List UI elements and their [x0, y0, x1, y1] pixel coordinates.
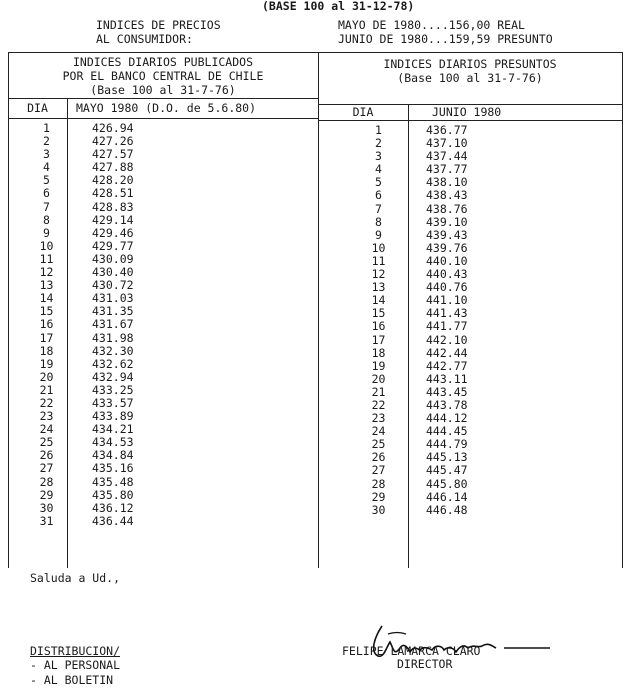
table-cell-value: 436.44	[92, 513, 134, 528]
table-cell-day: 13	[371, 280, 386, 295]
greeting: Saluda a Ud.,	[30, 571, 121, 585]
table-cell-day: 28	[39, 474, 54, 489]
table-cell-value: 431.67	[92, 317, 134, 332]
table-cell-day: 26	[371, 450, 386, 465]
right-col-value-header: JUNIO 1980	[432, 105, 502, 119]
table-cell-day: 17	[371, 332, 386, 347]
table-cell-day: 5	[375, 175, 382, 190]
table-cell-value: 426.94	[92, 121, 134, 135]
table-cell-day: 2	[43, 134, 50, 149]
distribution-item-personal: - AL PERSONAL	[30, 658, 121, 672]
table-cell-value: 428.83	[92, 199, 134, 214]
table-cell-day: 23	[39, 409, 54, 424]
table-cell-value: 445.47	[426, 463, 468, 478]
distribution-heading: DISTRIBUCION/	[30, 644, 121, 658]
table-cell-value: 429.77	[92, 238, 134, 253]
table-cell-value: 428.51	[92, 186, 134, 201]
table-cell-day: 25	[371, 437, 386, 452]
table-cell-value: 438.43	[426, 188, 468, 203]
right-table-title-1: INDICES DIARIOS PRESUNTOS	[383, 57, 557, 71]
left-col-day-header: DIA	[27, 101, 48, 115]
table-cell-day: 27	[371, 463, 386, 478]
table-cell-value: 429.14	[92, 212, 134, 227]
right-day-column	[345, 124, 412, 517]
table-cell-value: 433.89	[92, 409, 134, 424]
table-cell-day: 21	[371, 384, 386, 399]
table-cell-value: 443.11	[426, 371, 468, 386]
table-cell-value: 427.26	[92, 134, 134, 149]
table-cell-day: 13	[39, 278, 54, 293]
table-cell-day: 6	[43, 186, 50, 201]
left-title-line-2: AL CONSUMIDOR:	[96, 32, 193, 46]
table-cell-value: 443.78	[426, 397, 468, 412]
left-table-title-3: (Base 100 al 31-7-76)	[90, 83, 236, 97]
table-cell-value: 428.20	[92, 173, 134, 188]
table-cell-value: 438.10	[426, 175, 468, 190]
table-cell-day: 23	[371, 411, 386, 426]
table-cell-day: 31	[39, 513, 54, 528]
table-cell-day: 24	[39, 422, 54, 437]
signer-title: DIRECTOR	[397, 657, 453, 671]
left-title-line-1: INDICES DE PRECIOS	[96, 18, 221, 32]
table-cell-value: 441.77	[426, 319, 468, 334]
table-cell-value: 446.48	[426, 502, 468, 517]
table-cell-value: 435.48	[92, 474, 134, 489]
signature	[364, 592, 564, 679]
table-cell-value: 444.45	[426, 424, 468, 439]
table-cell-day: 26	[39, 448, 54, 463]
table-cell-value: 444.79	[426, 437, 468, 452]
left-day-column	[8, 122, 85, 528]
left-header-divider	[8, 98, 318, 99]
table-cell-value: 436.12	[92, 500, 134, 515]
left-value-column	[92, 122, 134, 528]
table-cell-day: 7	[43, 199, 50, 214]
table-cell-day: 9	[43, 225, 50, 240]
table-cell-day: 9	[375, 227, 382, 242]
left-table-title-1: INDICES DIARIOS PUBLICADOS	[72, 55, 253, 69]
table-cell-day: 4	[375, 162, 382, 177]
table-cell-day: 19	[39, 356, 54, 371]
table-cell-day: 3	[375, 149, 382, 164]
table-cell-day: 14	[371, 293, 386, 308]
table-cell-value: 440.76	[426, 280, 468, 295]
presumed-index-line: JUNIO DE 1980...159,59 PRESUNTO	[338, 32, 553, 46]
table-cell-value: 435.80	[92, 487, 134, 502]
table-cell-day: 1	[43, 121, 50, 135]
table-cell-day: 30	[39, 500, 54, 515]
table-cell-value: 438.76	[426, 201, 468, 216]
table-cell-day: 22	[371, 397, 386, 412]
table-cell-value: 430.09	[92, 251, 134, 266]
table-cell-value: 437.10	[426, 136, 468, 151]
left-subheader-divider	[8, 118, 318, 119]
table-cell-day: 1	[375, 123, 382, 137]
table-cell-value: 440.10	[426, 253, 468, 268]
table-cell-day: 3	[43, 147, 50, 162]
real-index-line: MAYO DE 1980....156,00 REAL	[338, 18, 525, 32]
table-cell-day: 10	[371, 240, 386, 255]
table-cell-day: 7	[375, 201, 382, 216]
table-cell-value: 446.14	[426, 489, 468, 504]
table-cell-value: 433.57	[92, 395, 134, 410]
table-cell-value: 434.21	[92, 422, 134, 437]
table-cell-value: 444.12	[426, 411, 468, 426]
table-cell-day: 11	[39, 251, 54, 266]
table-cell-day: 15	[39, 304, 54, 319]
table-top-border	[8, 52, 622, 53]
table-cell-value: 430.40	[92, 265, 134, 280]
table-middle-divider	[318, 52, 319, 568]
table-cell-value: 432.30	[92, 343, 134, 358]
table-cell-day: 15	[371, 306, 386, 321]
right-subheader-divider	[318, 120, 622, 121]
table-cell-value: 431.35	[92, 304, 134, 319]
signer-name: FELIPE LAMARCA CLARO	[342, 644, 481, 658]
table-cell-day: 27	[39, 461, 54, 476]
table-cell-value: 434.53	[92, 435, 134, 450]
table-cell-value: 430.72	[92, 278, 134, 293]
table-cell-value: 434.84	[92, 448, 134, 463]
right-col-day-header: DIA	[352, 105, 374, 119]
table-cell-day: 4	[43, 160, 50, 175]
table-right-border	[622, 52, 623, 568]
table-cell-day: 6	[375, 188, 382, 203]
table-cell-day: 8	[375, 214, 382, 229]
right-value-column	[426, 124, 468, 517]
table-cell-day: 11	[371, 253, 386, 268]
table-cell-value: 440.43	[426, 267, 468, 282]
table-cell-value: 435.16	[92, 461, 134, 476]
table-cell-value: 437.44	[426, 149, 468, 164]
table-cell-value: 427.88	[92, 160, 134, 175]
table-cell-day: 18	[371, 345, 386, 360]
table-cell-day: 10	[39, 238, 54, 253]
table-cell-value: 439.43	[426, 227, 468, 242]
table-cell-value: 439.10	[426, 214, 468, 229]
table-cell-day: 22	[39, 395, 54, 410]
table-cell-day: 16	[39, 317, 54, 332]
table-cell-day: 16	[371, 319, 386, 334]
table-cell-value: 431.98	[92, 330, 134, 345]
table-cell-value: 441.10	[426, 293, 468, 308]
table-cell-day: 2	[375, 136, 382, 151]
table-cell-value: 445.13	[426, 450, 468, 465]
table-cell-day: 19	[371, 358, 386, 373]
table-cell-value: 437.77	[426, 162, 468, 177]
table-cell-value: 443.45	[426, 384, 468, 399]
distribution-item-boletin: - AL BOLETIN	[30, 673, 114, 687]
table-cell-value: 439.76	[426, 240, 468, 255]
left-col-value-header: MAYO 1980 (D.O. de 5.6.80)	[76, 101, 257, 115]
table-cell-day: 17	[39, 330, 54, 345]
table-cell-value: 429.46	[92, 225, 134, 240]
table-cell-day: 12	[371, 267, 386, 282]
table-cell-value: 436.77	[426, 123, 468, 137]
table-cell-value: 442.77	[426, 358, 468, 373]
table-cell-day: 29	[39, 487, 54, 502]
table-cell-value: 441.43	[426, 306, 468, 321]
table-cell-day: 20	[371, 371, 386, 386]
table-cell-day: 20	[39, 369, 54, 384]
table-cell-value: 427.57	[92, 147, 134, 162]
table-cell-value: 432.62	[92, 356, 134, 371]
table-cell-day: 18	[39, 343, 54, 358]
table-cell-value: 432.94	[92, 369, 134, 384]
table-cell-day: 8	[43, 212, 50, 227]
table-cell-value: 445.80	[426, 476, 468, 491]
table-cell-day: 28	[371, 476, 386, 491]
table-cell-day: 14	[39, 291, 54, 306]
table-cell-day: 24	[371, 424, 386, 439]
table-cell-value: 433.25	[92, 382, 134, 397]
left-table-title-2: POR EL BANCO CENTRAL DE CHILE	[62, 69, 264, 83]
table-cell-day: 5	[43, 173, 50, 188]
table-cell-day: 12	[39, 265, 54, 280]
table-cell-day: 21	[39, 382, 54, 397]
base-line: (BASE 100 al 31-12-78)	[262, 0, 415, 13]
table-cell-value: 442.10	[426, 332, 468, 347]
table-cell-day: 30	[371, 502, 386, 517]
right-table-title-2: (Base 100 al 31-7-76)	[397, 71, 543, 85]
table-cell-day: 29	[371, 489, 386, 504]
table-cell-value: 431.03	[92, 291, 134, 306]
table-cell-day: 25	[39, 435, 54, 450]
table-cell-value: 442.44	[426, 345, 468, 360]
